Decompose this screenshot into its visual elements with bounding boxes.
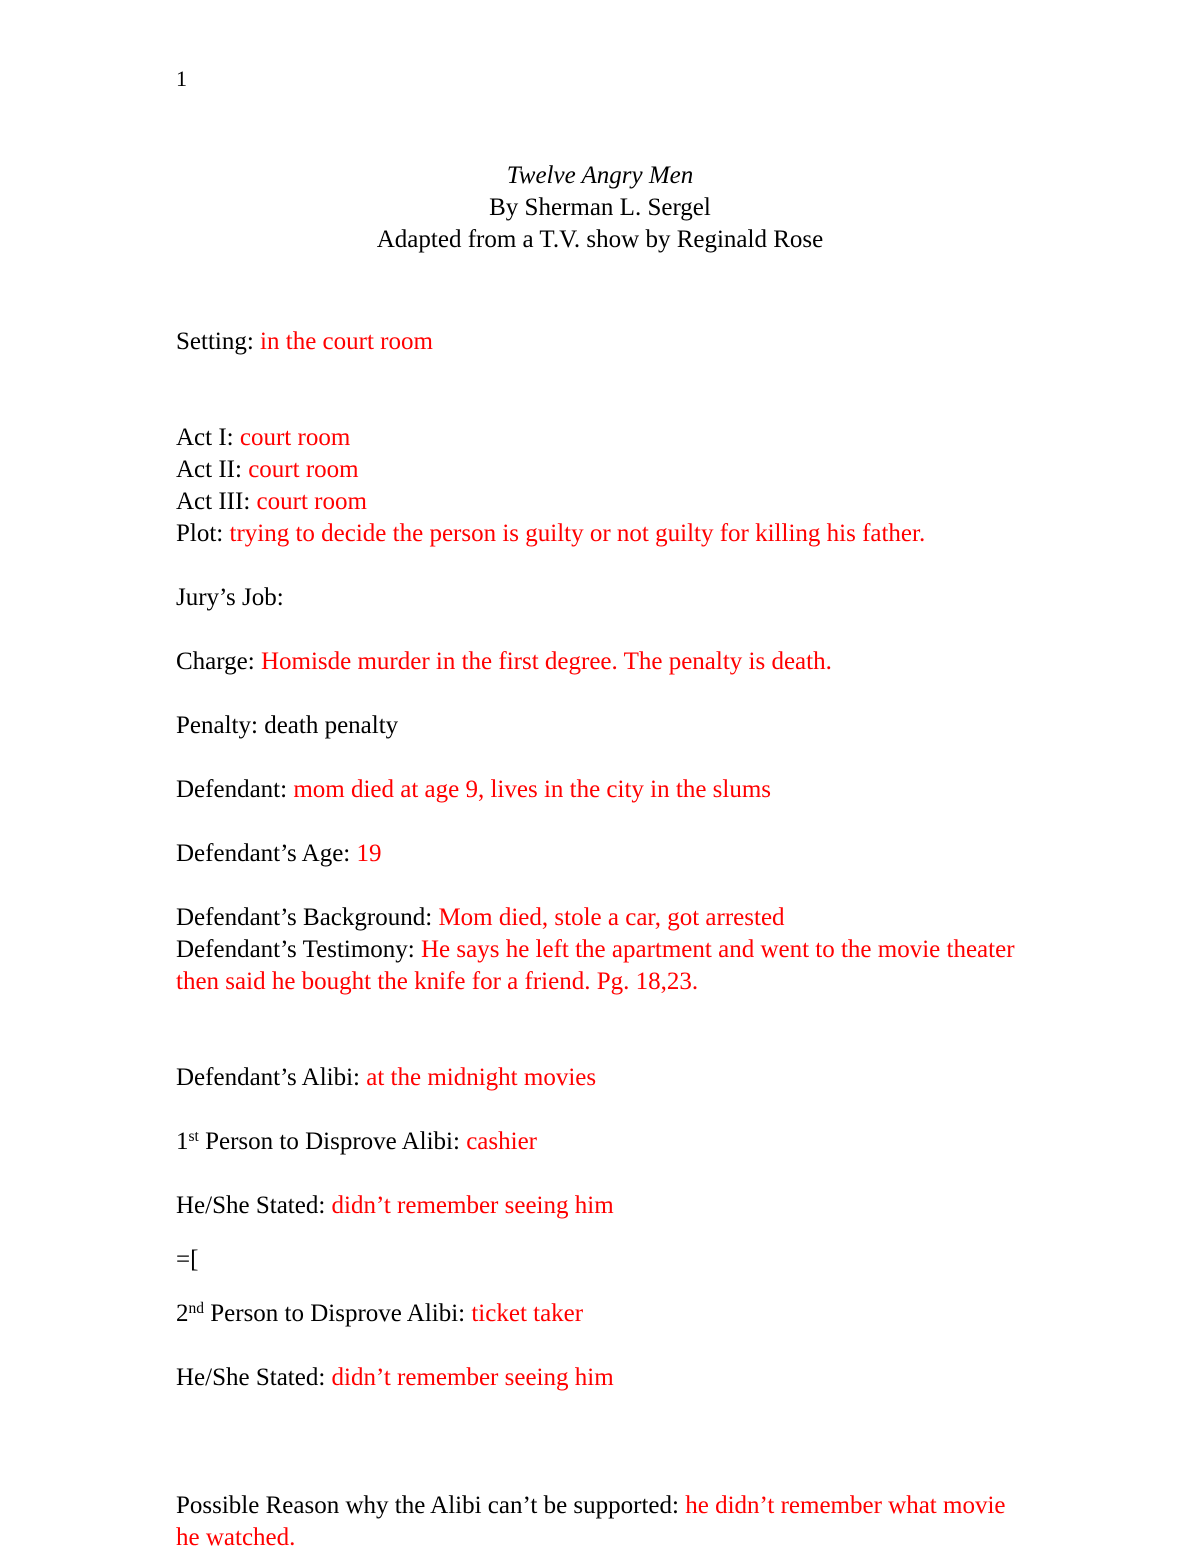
act-2-value: court room bbox=[248, 456, 359, 483]
act-2-label: Act II: bbox=[176, 456, 242, 483]
stray-typing-artifact: =[ bbox=[176, 1246, 199, 1273]
first-disprover-statement-value: didn’t remember seeing him bbox=[331, 1192, 614, 1219]
defendant-alibi-line bbox=[176, 1062, 1028, 1094]
defendant-age-label: Defendant’s Age: bbox=[176, 840, 351, 867]
plot-line bbox=[176, 518, 1028, 550]
spacer bbox=[176, 1158, 1028, 1190]
jury-job-label: Jury’s Job: bbox=[176, 584, 284, 611]
spacer bbox=[176, 998, 1028, 1062]
defendant-alibi-label: Defendant’s Alibi: bbox=[176, 1064, 360, 1091]
defendant-age-line bbox=[176, 838, 1028, 870]
first-disprover-label: Person to Disprove Alibi: bbox=[205, 1128, 460, 1155]
defendant-background-label: Defendant’s Background: bbox=[176, 904, 433, 931]
spacer bbox=[176, 678, 1028, 710]
act-1-value: court room bbox=[239, 424, 351, 451]
act-3-value: court room bbox=[256, 488, 367, 515]
page-number: 1 bbox=[176, 66, 187, 91]
penalty-value: death penalty bbox=[264, 712, 399, 739]
spacer bbox=[176, 614, 1028, 646]
act-1-label: Act I: bbox=[176, 424, 234, 451]
notes-body bbox=[176, 326, 1028, 1553]
work-title: Twelve Angry Men bbox=[506, 162, 694, 189]
second-disprover-ordinal: 2 bbox=[176, 1300, 189, 1327]
spacer bbox=[176, 1394, 1028, 1458]
first-disprover-ordinal: 1 bbox=[176, 1128, 189, 1155]
possible-reason-label: Possible Reason why the Alibi can’t be supported: bbox=[176, 1492, 679, 1519]
second-disprover-statement-line bbox=[176, 1362, 1028, 1394]
setting-value: in the court room bbox=[260, 328, 433, 355]
second-disprover-statement-value: didn’t remember seeing him bbox=[331, 1364, 614, 1391]
penalty-line bbox=[176, 710, 1028, 742]
plot-value: trying to decide the person is guilty or not guilty for killing his father. bbox=[229, 520, 926, 547]
possible-reason-line bbox=[176, 1490, 1028, 1553]
second-disprover-value: ticket taker bbox=[471, 1300, 584, 1327]
first-disprover-value: cashier bbox=[466, 1128, 537, 1155]
act-3-label: Act III: bbox=[176, 488, 251, 515]
second-disprover-ordinal-suffix: nd bbox=[188, 1299, 204, 1317]
adaptation-line: Adapted from a T.V. show by Reginald Rose bbox=[376, 226, 824, 253]
charge-label: Charge: bbox=[176, 648, 255, 675]
second-disprover-label: Person to Disprove Alibi: bbox=[210, 1300, 466, 1327]
setting-label: Setting: bbox=[176, 328, 254, 355]
spacer bbox=[176, 742, 1028, 774]
author-line: By Sherman L. Sergel bbox=[489, 194, 711, 221]
spacer bbox=[176, 1094, 1028, 1126]
act-3-line bbox=[176, 486, 1028, 518]
first-disprover-line bbox=[176, 1126, 1028, 1158]
spacer bbox=[176, 358, 1028, 422]
penalty-label: Penalty: bbox=[176, 712, 258, 739]
first-disprover-statement-line bbox=[176, 1190, 1028, 1222]
defendant-testimony-line bbox=[176, 934, 1028, 998]
setting-line bbox=[176, 326, 1028, 358]
charge-value: Homisde murder in the first degree. The penalty is death. bbox=[260, 648, 832, 675]
spacer bbox=[176, 806, 1028, 838]
spacer bbox=[176, 870, 1028, 902]
spacer bbox=[176, 1330, 1028, 1362]
first-disprover-ordinal-suffix: st bbox=[188, 1127, 199, 1145]
defendant-line bbox=[176, 774, 1028, 806]
spacer bbox=[176, 1458, 1028, 1490]
second-disprover-line bbox=[176, 1298, 1028, 1330]
defendant-value: mom died at age 9, lives in the city in the slums bbox=[293, 776, 772, 803]
jury-job-line bbox=[176, 582, 1028, 614]
defendant-background-value: Mom died, stole a car, got arrested bbox=[438, 904, 785, 931]
possible-reason-value: he didn’t remember what movie he watched. bbox=[176, 1492, 1006, 1551]
spacer bbox=[176, 550, 1028, 582]
act-1-line bbox=[176, 422, 1028, 454]
defendant-testimony-value: He says he left the apartment and went to the movie theater then said he bought the knife for a friend. Pg. 18,23. bbox=[176, 936, 1015, 995]
defendant-age-value: 19 bbox=[356, 840, 382, 867]
defendant-label: Defendant: bbox=[176, 776, 288, 803]
charge-line bbox=[176, 646, 1028, 678]
first-disprover-statement-label: He/She Stated: bbox=[176, 1192, 326, 1219]
defendant-alibi-value: at the midnight movies bbox=[366, 1064, 597, 1091]
defendant-testimony-label: Defendant’s Testimony: bbox=[176, 936, 415, 963]
plot-label: Plot: bbox=[176, 520, 224, 547]
act-2-line bbox=[176, 454, 1028, 486]
second-disprover-statement-label: He/She Stated: bbox=[176, 1364, 326, 1391]
title-block bbox=[176, 160, 1024, 256]
defendant-background-line bbox=[176, 902, 1028, 934]
